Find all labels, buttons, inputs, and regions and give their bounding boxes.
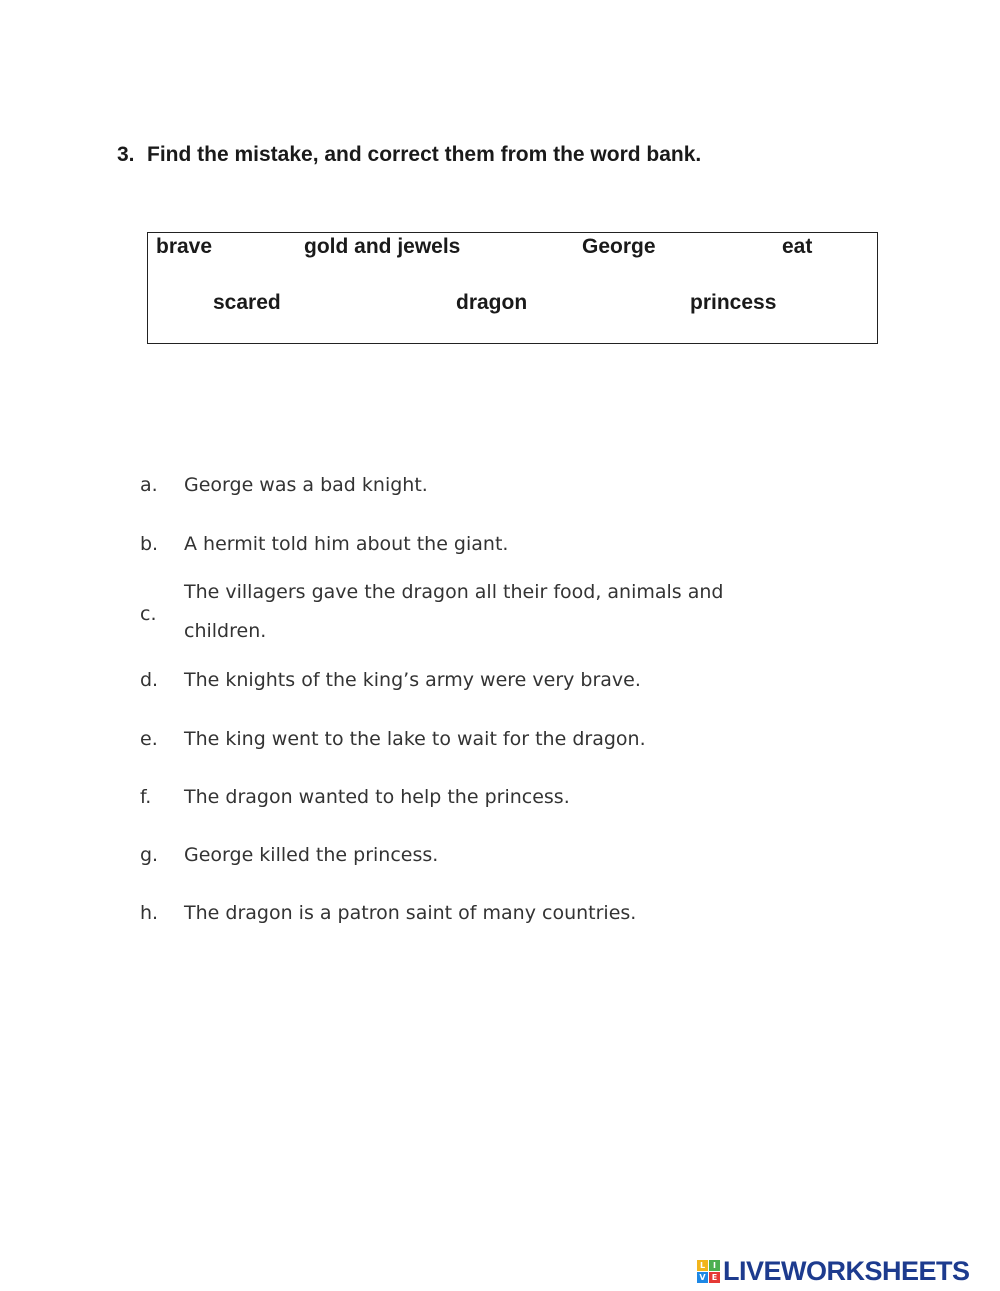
sentence-text: The dragon is a patron saint of many countries. [184, 902, 637, 924]
sentence-text: The king went to the lake to wait for the dragon. [184, 728, 646, 750]
question-number: 3. [117, 143, 135, 166]
item-letter: b. [140, 533, 159, 555]
sentence-text-line-1: The villagers gave the dragon all their food, animals and [184, 581, 724, 603]
word-bank-item-princess: princess [690, 291, 777, 314]
item-letter: c. [140, 603, 157, 625]
sentence-text: George killed the princess. [184, 844, 439, 866]
logo-block-l: L [697, 1260, 708, 1271]
word-bank [147, 232, 878, 344]
item-letter: f. [140, 786, 152, 808]
logo-blocks-icon [697, 1260, 720, 1283]
sentence-text: The knights of the king’s army were very brave. [184, 669, 641, 691]
sentence-text: The dragon wanted to help the princess. [184, 786, 570, 808]
logo-text: LIVEWORKSHEETS [723, 1255, 970, 1286]
sentence-text: A hermit told him about the giant. [184, 533, 509, 555]
liveworksheets-logo [697, 1256, 970, 1286]
sentence-text: George was a bad knight. [184, 474, 428, 496]
item-letter: g. [140, 844, 159, 866]
word-bank-item-dragon: dragon [456, 291, 528, 314]
word-bank-item-george: George [582, 235, 656, 258]
instruction-heading [117, 143, 701, 167]
item-letter: a. [140, 474, 158, 496]
item-letter: e. [140, 728, 158, 750]
word-bank-item-gold-and-jewels: gold and jewels [304, 235, 461, 258]
word-bank-item-scared: scared [213, 291, 281, 314]
logo-block-e: E [709, 1272, 720, 1283]
logo-block-i: I [709, 1260, 720, 1271]
instruction-text: Find the mistake, and correct them from the word bank. [147, 143, 702, 166]
logo-block-v: V [697, 1272, 708, 1283]
item-letter: h. [140, 902, 159, 924]
word-bank-item-eat: eat [782, 235, 813, 258]
sentence-text-line-2: children. [184, 620, 267, 642]
word-bank-item-brave: brave [156, 235, 213, 258]
item-letter: d. [140, 669, 159, 691]
